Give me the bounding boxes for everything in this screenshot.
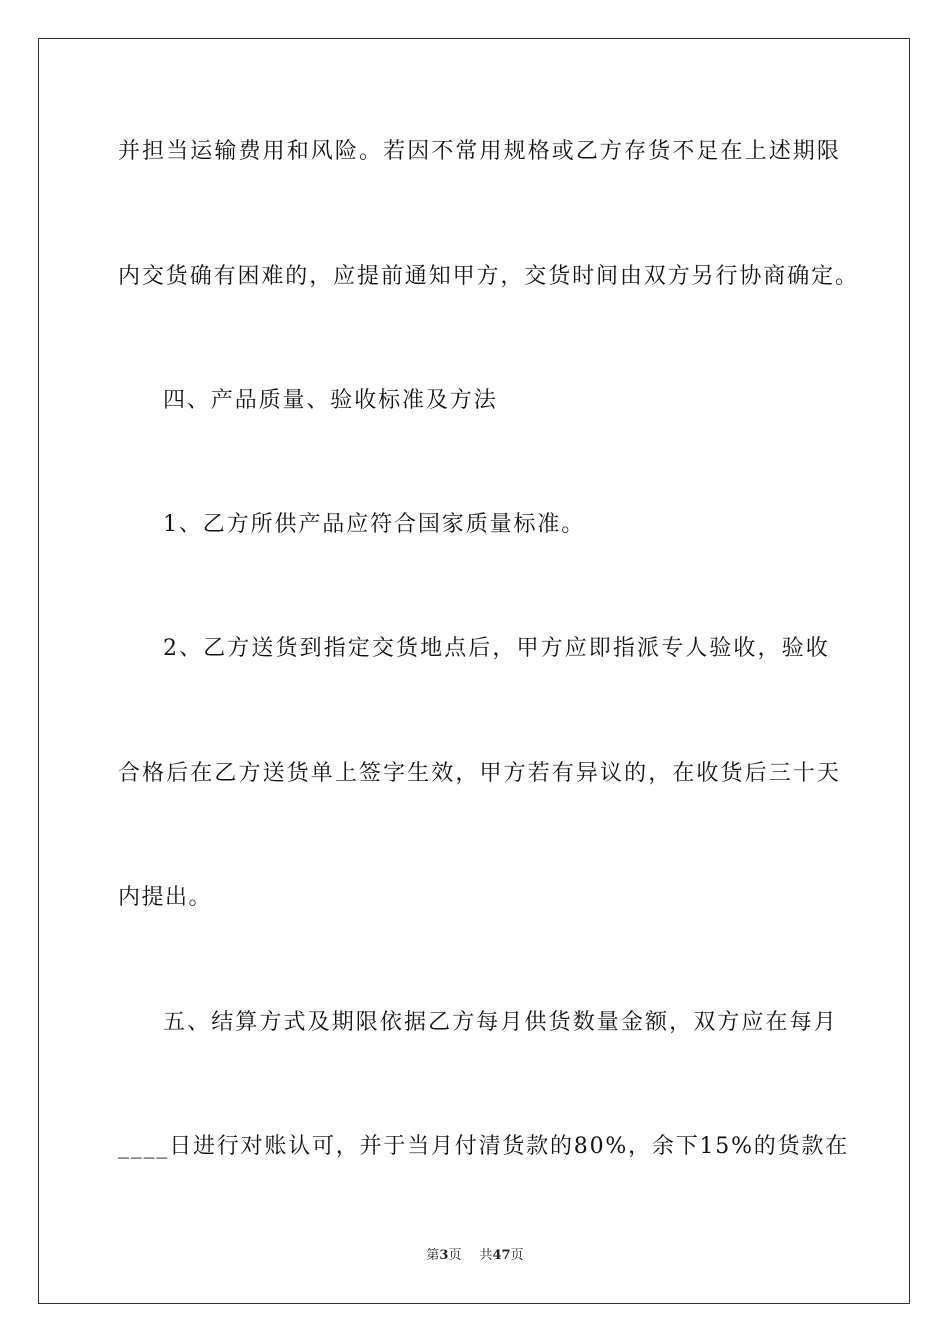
- page-frame: [38, 38, 910, 1304]
- body-line-9: ____日进行对账认可，并于当月付清货款的80%，余下15%的货款在: [118, 1134, 849, 1159]
- body-line-6: 合格后在乙方送货单上签字生效，甲方若有异议的，在收货后三十天: [118, 761, 842, 786]
- total-prefix: 共: [479, 1248, 493, 1263]
- section-heading-5: 五、结算方式及期限依据乙方每月供货数量金额，双方应在每月: [163, 1010, 838, 1035]
- page-footer: [0, 1248, 950, 1264]
- body-line-7: 内提出。: [118, 885, 213, 910]
- body-line-1: 并担当运输费用和风险。若因不常用规格或乙方存货不足在上述期限: [118, 139, 842, 164]
- section-heading-4: 四、产品质量、验收标准及方法: [163, 388, 498, 413]
- page-number: 3: [439, 1248, 449, 1263]
- page-suffix: 页: [448, 1248, 462, 1263]
- body-line-2: 内交货确有困难的，应提前通知甲方，交货时间由双方另行协商确定。: [118, 264, 859, 289]
- body-line-item-2: 2、乙方送货到指定交货地点后，甲方应即指派专人验收，验收: [163, 636, 830, 661]
- body-line-item-1: 1、乙方所供产品应符合国家质量标准。: [163, 512, 586, 537]
- total-pages: 47: [492, 1248, 511, 1263]
- page-prefix: 第: [426, 1248, 440, 1263]
- total-suffix: 页: [510, 1248, 524, 1263]
